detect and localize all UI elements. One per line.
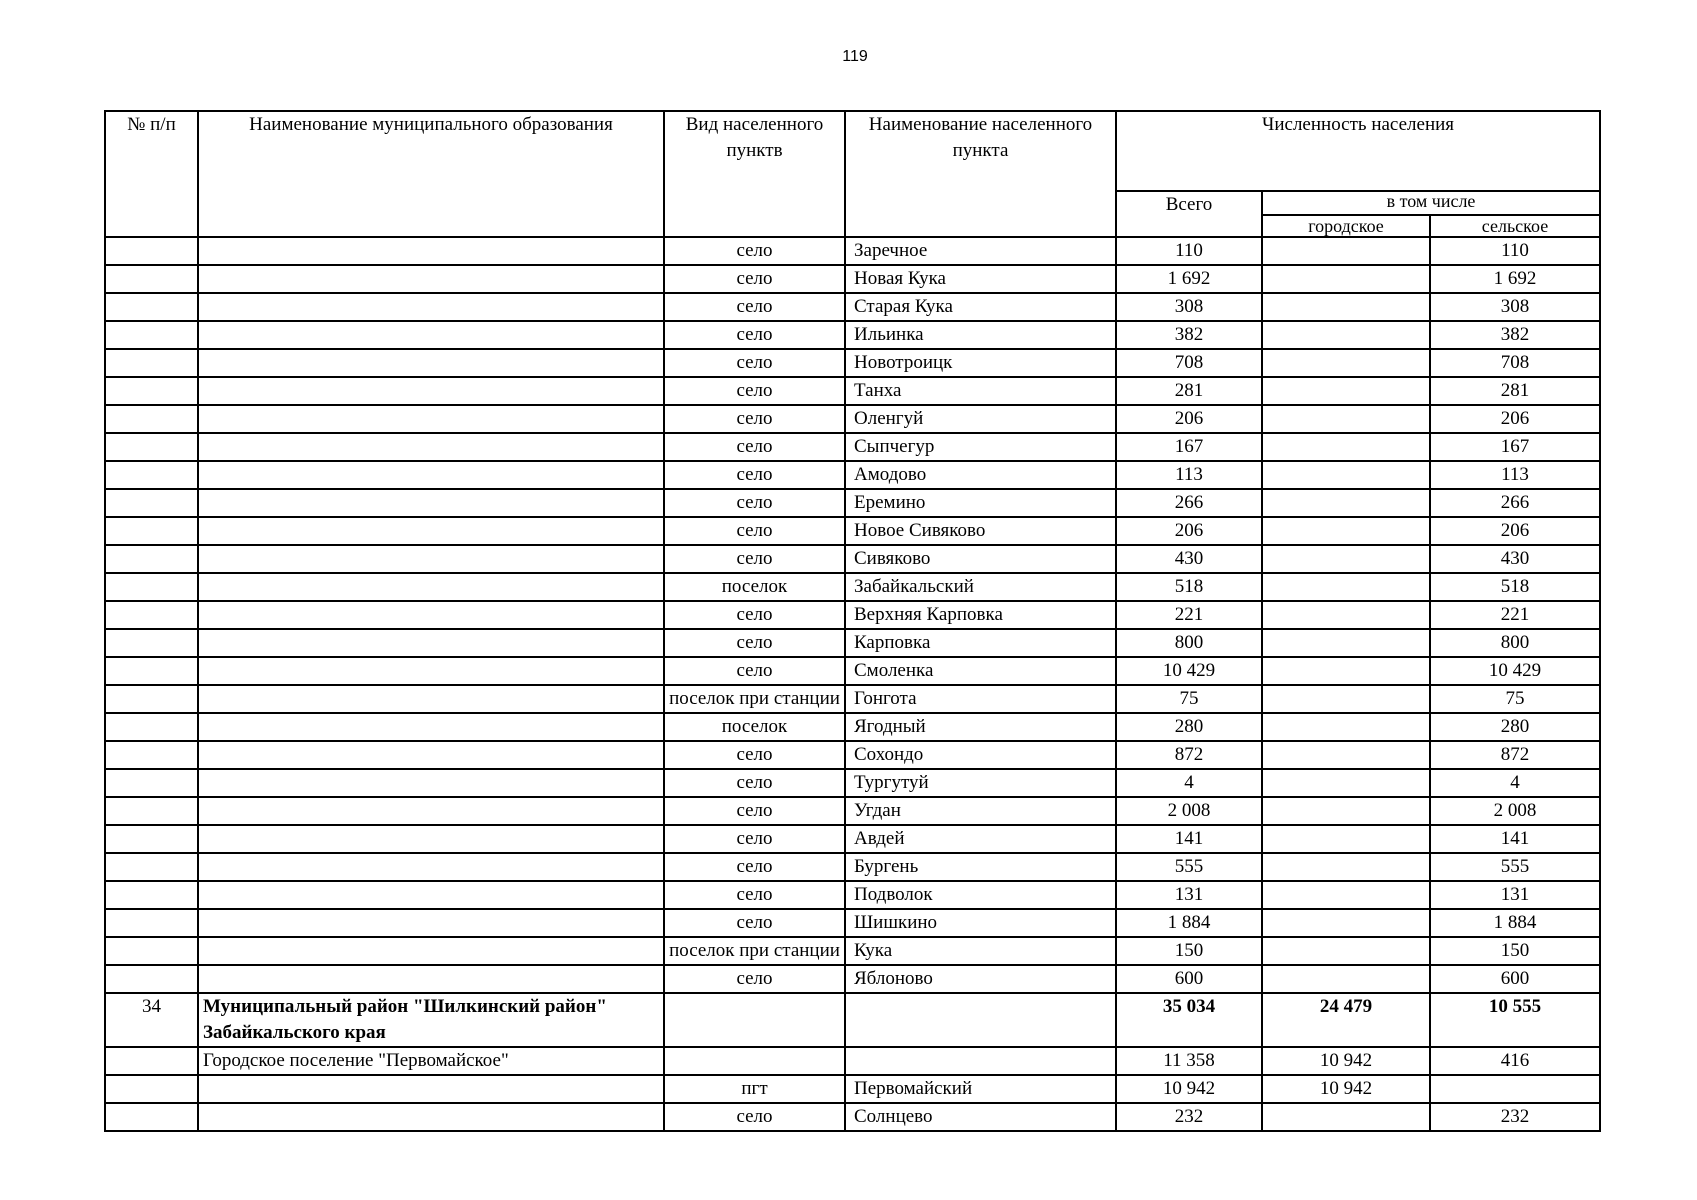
row-settlement-type: село (664, 321, 845, 349)
row-rural: 206 (1430, 517, 1600, 545)
row-total: 555 (1116, 853, 1262, 881)
row-rural: 10 429 (1430, 657, 1600, 685)
row-num (105, 573, 198, 601)
row-num (105, 685, 198, 713)
row-municipality (198, 293, 664, 321)
row-municipality (198, 349, 664, 377)
row-municipality (198, 881, 664, 909)
header-num: № п/п (105, 111, 198, 237)
row-settlement-name: Угдан (845, 797, 1116, 825)
row-urban (1262, 853, 1430, 881)
row-municipality (198, 853, 664, 881)
row-municipality (198, 545, 664, 573)
row-settlement-name: Старая Кука (845, 293, 1116, 321)
header-settlement-type: Вид населенного пунктв (664, 111, 845, 237)
row-num (105, 517, 198, 545)
row-rural: 280 (1430, 713, 1600, 741)
row-municipality (198, 713, 664, 741)
row-rural: 600 (1430, 965, 1600, 993)
table-row (105, 405, 1600, 433)
row-settlement-name: Еремино (845, 489, 1116, 517)
row-municipality (198, 657, 664, 685)
row-municipality: Муниципальный район "Шилкинский район" Забайкальского края (198, 993, 664, 1047)
row-rural: 416 (1430, 1047, 1600, 1075)
header-row (105, 111, 1600, 191)
row-rural: 232 (1430, 1103, 1600, 1131)
row-rural: 518 (1430, 573, 1600, 601)
row-rural: 75 (1430, 685, 1600, 713)
row-municipality (198, 1075, 664, 1103)
row-num (105, 1075, 198, 1103)
row-settlement-type: село (664, 433, 845, 461)
row-total: 110 (1116, 237, 1262, 265)
row-rural: 150 (1430, 937, 1600, 965)
row-settlement-type: село (664, 825, 845, 853)
population-table (104, 110, 1601, 1132)
row-settlement-name: Карповка (845, 629, 1116, 657)
row-rural: 708 (1430, 349, 1600, 377)
row-urban (1262, 769, 1430, 797)
row-settlement-name: Яблоново (845, 965, 1116, 993)
row-settlement-type: село (664, 293, 845, 321)
row-total: 206 (1116, 517, 1262, 545)
table-row (105, 601, 1600, 629)
row-urban (1262, 685, 1430, 713)
row-urban (1262, 545, 1430, 573)
row-num: 34 (105, 993, 198, 1047)
table-row (105, 993, 1600, 1047)
row-municipality (198, 741, 664, 769)
row-municipality (198, 489, 664, 517)
row-urban: 24 479 (1262, 993, 1430, 1047)
table-row (105, 1075, 1600, 1103)
row-municipality (198, 937, 664, 965)
row-total: 266 (1116, 489, 1262, 517)
row-settlement-type: поселок (664, 573, 845, 601)
row-urban (1262, 293, 1430, 321)
row-total: 600 (1116, 965, 1262, 993)
row-total: 308 (1116, 293, 1262, 321)
row-urban (1262, 797, 1430, 825)
table-row (105, 265, 1600, 293)
row-settlement-name: Бургень (845, 853, 1116, 881)
row-settlement-name: Авдей (845, 825, 1116, 853)
row-num (105, 265, 198, 293)
row-settlement-type (664, 993, 845, 1047)
row-rural (1430, 1075, 1600, 1103)
row-total: 281 (1116, 377, 1262, 405)
row-settlement-name: Танха (845, 377, 1116, 405)
row-municipality (198, 265, 664, 293)
row-municipality (198, 573, 664, 601)
row-settlement-name: Сивяково (845, 545, 1116, 573)
row-settlement-name: Сохондо (845, 741, 1116, 769)
row-total: 75 (1116, 685, 1262, 713)
row-num (105, 601, 198, 629)
row-settlement-name (845, 1047, 1116, 1075)
row-municipality (198, 237, 664, 265)
row-total: 150 (1116, 937, 1262, 965)
row-settlement-type: село (664, 741, 845, 769)
row-num (105, 293, 198, 321)
row-municipality (198, 629, 664, 657)
row-urban (1262, 909, 1430, 937)
row-settlement-type: село (664, 405, 845, 433)
table-row (105, 349, 1600, 377)
row-num (105, 825, 198, 853)
row-settlement-type: село (664, 545, 845, 573)
table-row (105, 1047, 1600, 1075)
row-total: 11 358 (1116, 1047, 1262, 1075)
row-settlement-name: Новая Кука (845, 265, 1116, 293)
row-num (105, 1103, 198, 1131)
row-rural: 266 (1430, 489, 1600, 517)
table-row (105, 741, 1600, 769)
row-municipality (198, 433, 664, 461)
header-total: Всего (1116, 191, 1262, 237)
row-rural: 206 (1430, 405, 1600, 433)
table-row (105, 825, 1600, 853)
row-settlement-type: село (664, 517, 845, 545)
table-row (105, 909, 1600, 937)
row-urban (1262, 573, 1430, 601)
row-municipality (198, 965, 664, 993)
row-rural: 4 (1430, 769, 1600, 797)
row-num (105, 545, 198, 573)
row-settlement-type: село (664, 489, 845, 517)
row-total: 800 (1116, 629, 1262, 657)
row-settlement-name: Новое Сивяково (845, 517, 1116, 545)
row-total: 141 (1116, 825, 1262, 853)
row-total: 872 (1116, 741, 1262, 769)
table-row (105, 1103, 1600, 1131)
row-num (105, 489, 198, 517)
row-urban (1262, 265, 1430, 293)
row-urban (1262, 937, 1430, 965)
row-settlement-type: село (664, 853, 845, 881)
row-settlement-type: поселок при станции (664, 685, 845, 713)
row-settlement-type: село (664, 881, 845, 909)
page-number: 119 (842, 48, 868, 65)
row-settlement-type: село (664, 1103, 845, 1131)
row-municipality (198, 797, 664, 825)
row-rural: 281 (1430, 377, 1600, 405)
row-rural: 800 (1430, 629, 1600, 657)
row-urban (1262, 629, 1430, 657)
row-settlement-type: поселок (664, 713, 845, 741)
row-total: 113 (1116, 461, 1262, 489)
row-settlement-name: Ильинка (845, 321, 1116, 349)
row-rural: 110 (1430, 237, 1600, 265)
row-num (105, 321, 198, 349)
header-municipality: Наименование муниципального образования (198, 111, 664, 237)
row-total: 4 (1116, 769, 1262, 797)
row-total: 206 (1116, 405, 1262, 433)
row-settlement-type: село (664, 909, 845, 937)
row-rural: 221 (1430, 601, 1600, 629)
row-urban (1262, 377, 1430, 405)
row-num (105, 349, 198, 377)
row-municipality (198, 321, 664, 349)
row-rural: 113 (1430, 461, 1600, 489)
row-rural: 430 (1430, 545, 1600, 573)
row-urban (1262, 825, 1430, 853)
row-num (105, 965, 198, 993)
row-settlement-name: Заречное (845, 237, 1116, 265)
table-row (105, 461, 1600, 489)
row-num (105, 797, 198, 825)
row-settlement-name: Ягодный (845, 713, 1116, 741)
row-rural: 141 (1430, 825, 1600, 853)
row-num (105, 629, 198, 657)
row-total: 2 008 (1116, 797, 1262, 825)
row-settlement-type: село (664, 601, 845, 629)
table-row (105, 797, 1600, 825)
table-row (105, 489, 1600, 517)
table-row (105, 713, 1600, 741)
table-row (105, 321, 1600, 349)
row-num (105, 377, 198, 405)
row-settlement-name: Амодово (845, 461, 1116, 489)
table-row (105, 377, 1600, 405)
table-row (105, 769, 1600, 797)
row-settlement-name: Забайкальский (845, 573, 1116, 601)
row-municipality (198, 461, 664, 489)
row-settlement-type: село (664, 265, 845, 293)
row-num (105, 853, 198, 881)
row-urban (1262, 489, 1430, 517)
row-settlement-type: село (664, 237, 845, 265)
row-urban (1262, 321, 1430, 349)
row-urban (1262, 881, 1430, 909)
table-row (105, 629, 1600, 657)
row-urban (1262, 657, 1430, 685)
row-municipality (198, 909, 664, 937)
row-num (105, 881, 198, 909)
row-rural: 1 692 (1430, 265, 1600, 293)
table-row (105, 965, 1600, 993)
row-total: 10 942 (1116, 1075, 1262, 1103)
row-settlement-name: Кука (845, 937, 1116, 965)
row-total: 1 884 (1116, 909, 1262, 937)
row-municipality (198, 1103, 664, 1131)
header-urban: городское (1262, 215, 1430, 237)
row-municipality (198, 769, 664, 797)
table-row (105, 573, 1600, 601)
row-settlement-name: Оленгуй (845, 405, 1116, 433)
row-urban (1262, 461, 1430, 489)
row-municipality: Городское поселение "Первомайское" (198, 1047, 664, 1075)
row-municipality (198, 601, 664, 629)
row-settlement-name: Солнцево (845, 1103, 1116, 1131)
row-total: 167 (1116, 433, 1262, 461)
row-total: 232 (1116, 1103, 1262, 1131)
row-settlement-type: село (664, 349, 845, 377)
row-municipality (198, 405, 664, 433)
row-urban (1262, 433, 1430, 461)
row-settlement-type (664, 1047, 845, 1075)
row-municipality (198, 685, 664, 713)
row-rural: 555 (1430, 853, 1600, 881)
row-settlement-name: Гонгота (845, 685, 1116, 713)
row-num (105, 461, 198, 489)
row-settlement-type: село (664, 461, 845, 489)
row-settlement-name: Новотроицк (845, 349, 1116, 377)
row-total: 708 (1116, 349, 1262, 377)
row-municipality (198, 377, 664, 405)
row-num (105, 741, 198, 769)
header-including: в том числе (1262, 191, 1600, 215)
row-settlement-type: село (664, 629, 845, 657)
row-urban (1262, 349, 1430, 377)
row-settlement-name: Смоленка (845, 657, 1116, 685)
row-settlement-name: Подволок (845, 881, 1116, 909)
row-total: 430 (1116, 545, 1262, 573)
row-total: 280 (1116, 713, 1262, 741)
row-settlement-name: Сыпчегур (845, 433, 1116, 461)
row-total: 1 692 (1116, 265, 1262, 293)
header-settlement-name: Наименование населенного пункта (845, 111, 1116, 237)
row-total: 221 (1116, 601, 1262, 629)
table-row (105, 853, 1600, 881)
row-urban (1262, 517, 1430, 545)
row-rural: 872 (1430, 741, 1600, 769)
row-settlement-type: село (664, 377, 845, 405)
table-row (105, 237, 1600, 265)
row-num (105, 237, 198, 265)
row-urban (1262, 965, 1430, 993)
row-settlement-type: пгт (664, 1075, 845, 1103)
table-row (105, 433, 1600, 461)
row-num (105, 769, 198, 797)
row-settlement-type: село (664, 965, 845, 993)
row-settlement-name: Первомайский (845, 1075, 1116, 1103)
row-urban (1262, 237, 1430, 265)
table-row (105, 517, 1600, 545)
row-total: 35 034 (1116, 993, 1262, 1047)
row-urban (1262, 601, 1430, 629)
row-settlement-name: Верхняя Карповка (845, 601, 1116, 629)
row-rural: 131 (1430, 881, 1600, 909)
row-urban: 10 942 (1262, 1075, 1430, 1103)
row-rural: 382 (1430, 321, 1600, 349)
row-settlement-name (845, 993, 1116, 1047)
row-settlement-name: Шишкино (845, 909, 1116, 937)
row-urban (1262, 405, 1430, 433)
table-row (105, 685, 1600, 713)
row-num (105, 433, 198, 461)
row-municipality (198, 825, 664, 853)
row-settlement-type: село (664, 797, 845, 825)
row-municipality (198, 517, 664, 545)
table-row (105, 545, 1600, 573)
row-urban (1262, 1103, 1430, 1131)
table-row (105, 293, 1600, 321)
header-population: Численность населения (1116, 111, 1600, 191)
row-settlement-name: Тургутуй (845, 769, 1116, 797)
row-num (105, 1047, 198, 1075)
row-num (105, 937, 198, 965)
row-urban: 10 942 (1262, 1047, 1430, 1075)
row-total: 10 429 (1116, 657, 1262, 685)
row-num (105, 405, 198, 433)
row-rural: 2 008 (1430, 797, 1600, 825)
table-row (105, 937, 1600, 965)
table-row (105, 657, 1600, 685)
row-num (105, 713, 198, 741)
row-settlement-type: село (664, 657, 845, 685)
row-settlement-type: село (664, 769, 845, 797)
row-total: 518 (1116, 573, 1262, 601)
row-total: 131 (1116, 881, 1262, 909)
row-rural: 308 (1430, 293, 1600, 321)
row-rural: 1 884 (1430, 909, 1600, 937)
row-rural: 167 (1430, 433, 1600, 461)
row-settlement-type: поселок при станции (664, 937, 845, 965)
header-rural: сельское (1430, 215, 1600, 237)
row-num (105, 657, 198, 685)
row-urban (1262, 741, 1430, 769)
row-num (105, 909, 198, 937)
table-row (105, 881, 1600, 909)
row-total: 382 (1116, 321, 1262, 349)
row-urban (1262, 713, 1430, 741)
row-rural: 10 555 (1430, 993, 1600, 1047)
